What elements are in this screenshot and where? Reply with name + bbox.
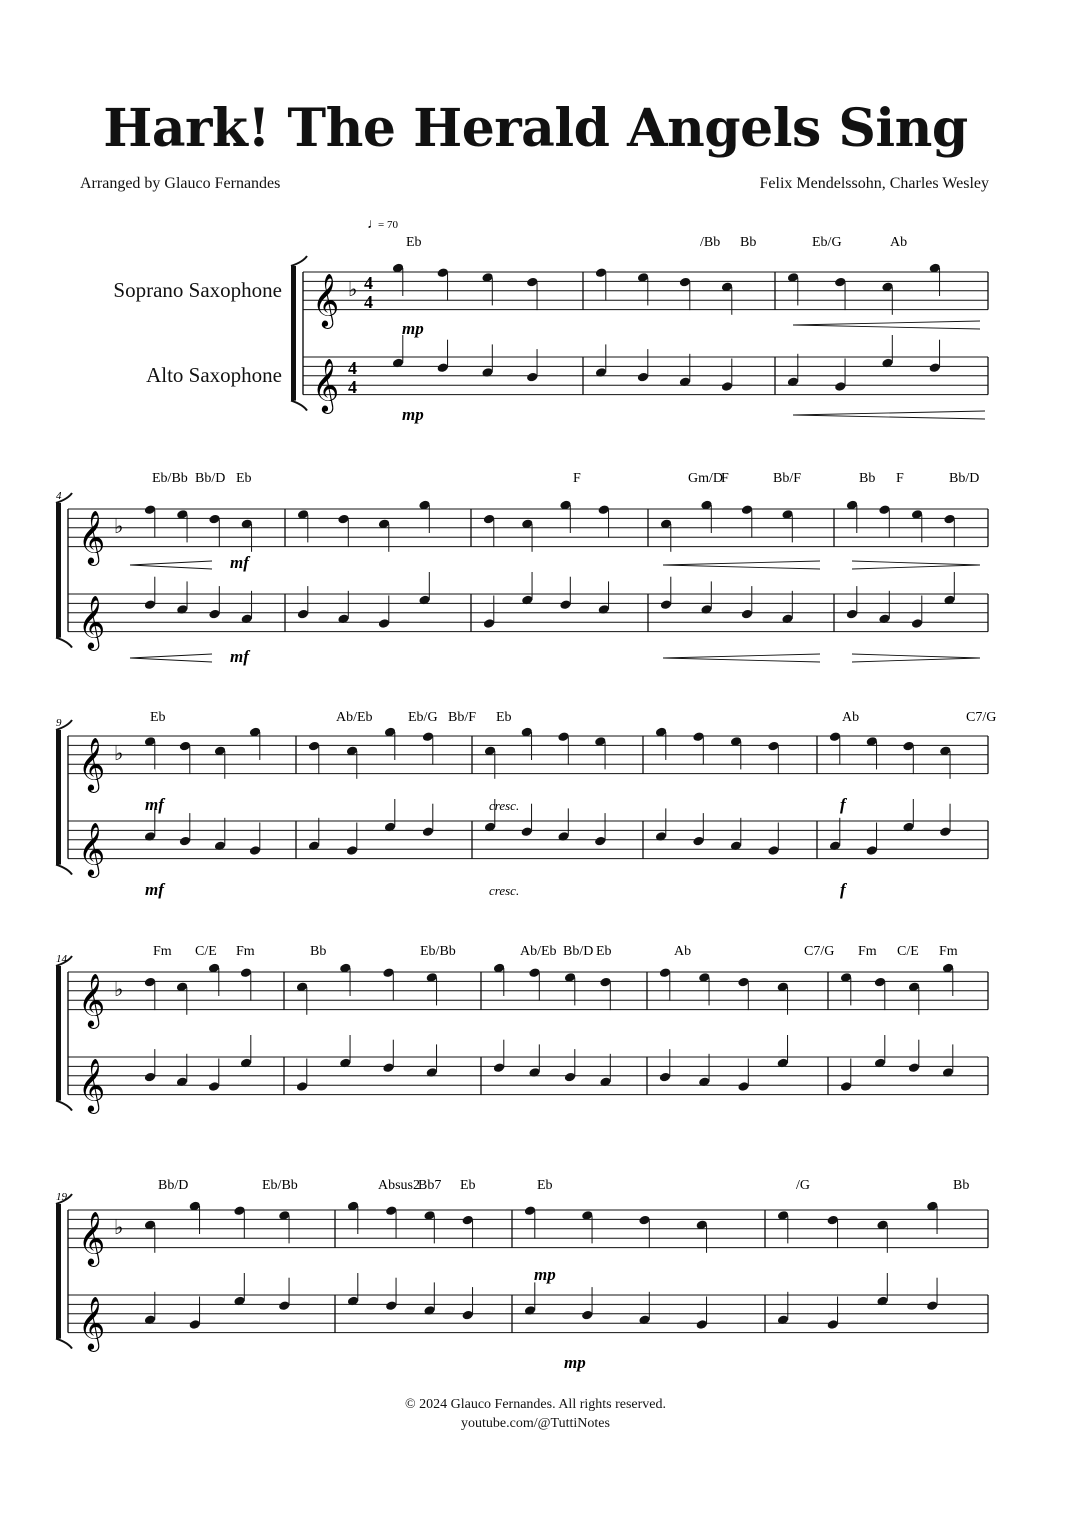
hairpin-crescendo: [793, 321, 980, 325]
chord-symbol: Fm: [939, 944, 958, 959]
treble-clef-icon: 𝄞: [312, 357, 340, 412]
dynamic-mark: mp: [402, 405, 424, 424]
chord-symbol: Eb/Bb: [420, 944, 456, 959]
hairpin-diminuendo: [852, 654, 980, 658]
chord-symbol: F: [573, 471, 581, 486]
treble-clef-icon: 𝄞: [78, 509, 106, 564]
chord-symbol: Bb/D: [563, 944, 594, 959]
bracket-hook: [56, 865, 72, 875]
chord-symbol: Eb: [406, 235, 422, 250]
flat-key-signature-icon: ♭: [114, 978, 124, 1001]
flat-key-signature-icon: ♭: [114, 742, 124, 765]
chord-symbol: Bb: [859, 471, 876, 486]
system-bracket: [56, 730, 61, 865]
chord-symbol: F: [721, 471, 729, 486]
chord-symbol: Eb: [236, 471, 252, 486]
hairpin-crescendo: [130, 658, 212, 662]
time-signature-top: 4: [364, 273, 373, 293]
hairpin-crescendo: [793, 411, 985, 415]
treble-clef-icon: 𝄞: [312, 272, 340, 327]
dynamic-mark: mp: [534, 1265, 556, 1284]
hairpin-diminuendo: [852, 561, 980, 565]
chord-symbol: C/E: [897, 944, 919, 959]
hairpin-crescendo: [130, 565, 212, 569]
measure-number: 4: [56, 490, 62, 502]
dynamic-mark: cresc.: [489, 798, 520, 813]
chord-symbol: Bb/D: [158, 1178, 189, 1193]
chord-symbol: F: [896, 471, 904, 486]
chord-symbol: Eb/G: [408, 710, 438, 725]
chord-symbol: Bb/D: [195, 471, 226, 486]
chord-symbol: Bb: [740, 235, 757, 250]
time-signature-top: 4: [348, 358, 357, 378]
treble-clef-icon: 𝄞: [78, 736, 106, 791]
system-bracket: [56, 1204, 61, 1339]
chord-symbol: C7/G: [804, 944, 835, 959]
treble-clef-icon: 𝄞: [78, 594, 106, 649]
hairpin-crescendo: [663, 561, 820, 565]
tempo-mark: = 70: [378, 219, 398, 231]
hairpin-crescendo: [663, 565, 820, 569]
chord-symbol: Fm: [858, 944, 877, 959]
chord-symbol: Fm: [153, 944, 172, 959]
chord-symbol: Eb: [496, 710, 512, 725]
flat-key-signature-icon: ♭: [348, 278, 358, 301]
chord-symbol: Ab: [890, 235, 908, 250]
hairpin-crescendo: [793, 325, 980, 329]
measure-number: 19: [56, 1191, 67, 1203]
chord-symbol: Ab: [674, 944, 692, 959]
dynamic-mark: f: [840, 880, 846, 899]
chord-symbol: Absus2: [378, 1178, 421, 1193]
bracket-hook: [56, 1101, 72, 1111]
bracket-hook: [291, 256, 307, 266]
chord-symbol: Bb: [310, 944, 327, 959]
time-signature-bottom: 4: [348, 377, 357, 397]
dynamic-mark: mf: [145, 880, 164, 899]
chord-symbol: Eb/Bb: [262, 1178, 298, 1193]
chord-symbol: Eb: [596, 944, 612, 959]
chord-symbol: Eb: [537, 1178, 553, 1193]
hairpin-crescendo: [663, 658, 820, 662]
chord-symbol: Gm/D: [688, 471, 723, 486]
measure-number: 9: [56, 717, 62, 729]
dynamic-mark: mp: [402, 319, 424, 338]
treble-clef-icon: 𝄞: [78, 1210, 106, 1265]
dynamic-mark: mf: [145, 795, 164, 814]
chord-symbol: Eb: [460, 1178, 476, 1193]
chord-symbol: Eb: [150, 710, 166, 725]
hairpin-crescendo: [793, 415, 985, 419]
chord-symbol: C/E: [195, 944, 217, 959]
chord-symbol: Eb/Bb: [152, 471, 188, 486]
chord-symbol: /G: [796, 1178, 810, 1193]
bracket-hook: [56, 1339, 72, 1349]
footer-link[interactable]: youtube.com/@TuttiNotes: [461, 1416, 610, 1431]
treble-clef-icon: 𝄞: [78, 972, 106, 1027]
dynamic-mark: mf: [230, 647, 249, 666]
flat-key-signature-icon: ♭: [114, 1216, 124, 1239]
hairpin-crescendo: [663, 654, 820, 658]
chord-symbol: /Bb: [700, 235, 721, 250]
arranger-credit: Arranged by Glauco Fernandes: [80, 175, 281, 192]
time-signature-bottom: 4: [364, 292, 373, 312]
chord-symbol: Bb/F: [773, 471, 802, 486]
score-title: Hark! The Herald Angels Sing: [103, 98, 968, 159]
hairpin-crescendo: [130, 654, 212, 658]
flat-key-signature-icon: ♭: [114, 515, 124, 538]
instrument-label-alto: Alto Saxophone: [146, 363, 282, 387]
system-bracket: [56, 503, 61, 638]
bracket-hook: [56, 638, 72, 648]
chord-symbol: Ab/Eb: [336, 710, 373, 725]
chord-symbol: Bb/D: [949, 471, 980, 486]
composer-credit: Felix Mendelssohn, Charles Wesley: [759, 175, 989, 192]
chord-symbol: Ab: [842, 710, 860, 725]
system-bracket: [56, 966, 61, 1101]
hairpin-diminuendo: [852, 565, 980, 569]
dynamic-mark: mf: [230, 553, 249, 572]
chord-symbol: Bb: [953, 1178, 970, 1193]
treble-clef-icon: 𝄞: [78, 1295, 106, 1350]
chord-symbol: Ab/Eb: [520, 944, 557, 959]
dynamic-mark: mp: [564, 1353, 586, 1372]
bracket-hook: [291, 401, 307, 411]
chord-symbol: Fm: [236, 944, 255, 959]
hairpin-diminuendo: [852, 658, 980, 662]
system-bracket: [291, 266, 296, 401]
chord-symbol: Eb/G: [812, 235, 842, 250]
hairpin-crescendo: [130, 561, 212, 565]
tempo-note-icon: ♩: [367, 217, 381, 232]
measure-number: 14: [56, 953, 67, 965]
chord-symbol: C7/G: [966, 710, 997, 725]
treble-clef-icon: 𝄞: [78, 1057, 106, 1112]
copyright-line: © 2024 Glauco Fernandes. All rights reserved.: [404, 1397, 667, 1412]
treble-clef-icon: 𝄞: [78, 821, 106, 876]
dynamic-mark: f: [840, 795, 846, 814]
instrument-label-soprano: Soprano Saxophone: [113, 278, 282, 302]
chord-symbol: Bb/F: [448, 710, 477, 725]
chord-symbol: Bb7: [418, 1178, 442, 1193]
dynamic-mark: cresc.: [489, 883, 520, 898]
